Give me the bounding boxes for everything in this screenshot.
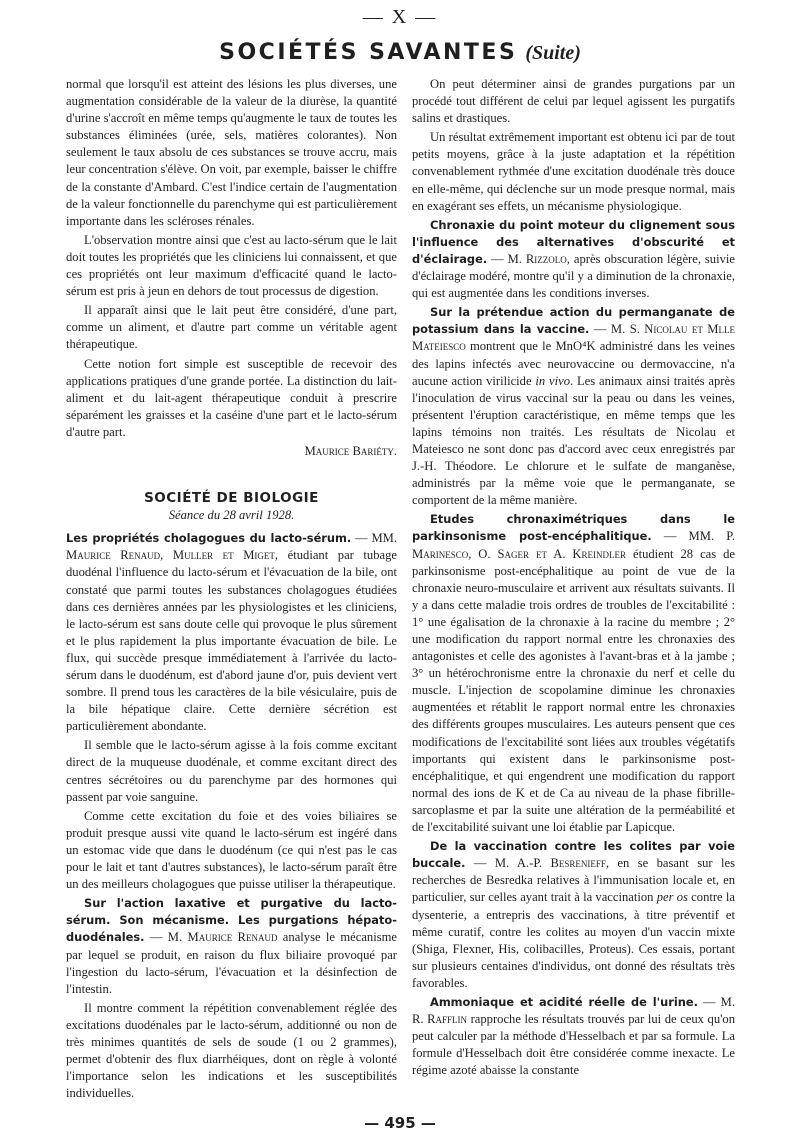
running-header (0, 40, 800, 65)
article-authors: — M. Rizzolo, (491, 251, 570, 266)
article-permanganate (412, 304, 735, 509)
author-signature: Maurice Bariéty. (304, 443, 397, 458)
article-text: après obscuration légère, suivie d'éclairage modéré, montre qu'il y a diminution de la chronaxie, qui est augmentée dans les conditions inverses. (412, 251, 735, 301)
paragraph: Cette notion fort simple est susceptible de recevoir des applications pratiques d'une grande portée. La distinction du lait-aliment et du lait-agent thérapeutique conduit à prescrire séparément les graisses et la caséine d'une part et le lacto-sérum d'autre part. (66, 356, 397, 439)
paragraph: Un résultat extrêmement important est obtenu ici par de tout petits moyens, grâce à la juste adaptation et la répétition convenablement rythmée d'une excitation duodénale très douce en elle-même, qui déclenche sur un mode presque normal, mais en exagérant ses effets, un mécanisme physiologique. (412, 130, 735, 213)
article-title: Les propriétés cholagogues du lacto-sérum. (66, 531, 352, 546)
article-title: De la vaccination contre les colites par voie buccale. (412, 839, 735, 871)
paragraph: L'observation montre ainsi que c'est au lacto-sérum que le lait doit toutes les propriétés que les cliniciens lui connaissent, et que ces propriétés ont leur maximum d'efficacité quand le lacto-sérum est pris à jeun en dehors de tout processus de digestion. (66, 232, 397, 299)
article-text: . Les animaux ainsi traités après l'inoculation de virus vaccinal sur la peau ou dans les veines, présentent l'éruption caractéristique, en même temps que les lapins témoins non traités. Les résultats de Nicolau et Mateiesco ne sont donc pas d'accord avec ceux enregistrés par J.-H. Théodore. Le chlorure et le sulfate de manganèse, administrés par la même voie que le permanganate, se comportent de la même manière. (412, 373, 735, 508)
paragraph: normal que lorsqu'il est atteint des lésions les plus diverses, une augmentation considérable de la valeur de la diurèse, la quantité d'urine s'accroît en même temps qu'augmente le taux de toutes les substances éliminées (urée, sels, matières colorantes). Non seulement le taux absolu de ces substances se trouve accru, mais leur concentration s'élève. On voit, par exemple, baisser le chiffre de la constante d'Ambard. C'est l'indice certain de l'augmentation de la valeur fonctionnelle du parenchyme qui est particulièrement importante dans les scléroses rénales. (66, 77, 397, 228)
section-title: SOCIÉTÉ DE BIOLOGIE (144, 490, 319, 507)
article-text: rapproche les résultats trouvés par lui de ceux qu'on peut calculer par la méthode d'Hesselbach et par sa formule. La formule d'Hesselbach doit être considérée comme inexacte. Le régime azoté abaisse la constante (412, 1012, 735, 1078)
article-text: montrent que le MnO⁴K administré dans les veines des lapins infectés avec neurovaccine ou dermovaccine, n'a aucune action virilicide (412, 339, 735, 388)
article-authors: — M. S. Nicolau et Mlle Mateiesco (412, 322, 735, 354)
article-authors: — MM. Maurice Renaud, Muller et Miget, (66, 531, 397, 563)
article-authors: — M. Maurice Renaud (149, 930, 278, 945)
article-ammoniaque (412, 994, 735, 1079)
article-parkinsonisme (412, 511, 735, 836)
article-text: étudiant par tubage duodénal l'influence du lacto-sérum et l'évacuation de la bile, ont constaté que parmi toutes les substances cholagogues étudiées dans ces dernières années par les physiologistes et les cliniciens, le lacto-sérum est sans doute celle qui provoque le plus sûrement et le plus rapidement la plus importante évacuation de bile. Le flux, qui succède presque immédiatement à l'arrivée du lacto-sérum dans le duodénum, est d'abord jaune d'or, puis devient vert sombre. Il prend tous les caractères de la bile vésiculaire, puis de la bile hépatique claire. Cette dernière sécrétion est particulièrement abondante. (66, 548, 397, 734)
header-title: SOCIÉTÉS SAVANTES (219, 40, 518, 65)
left-column (66, 76, 397, 1101)
article-title: Chronaxie du point moteur du clignement sous l'influence des alternatives d'obscurité et d'éclairage. (412, 217, 735, 266)
article-italic-term: per os (656, 890, 688, 905)
article-authors: — M. A.-P. Besrenieff, (473, 856, 610, 871)
article-text: analyse le mécanisme par lequel se produit, en raison du flux biliaire provoqué par l'ingestion du lacto-sérum, l'évacuation et la désinfection de l'intestin. (66, 930, 397, 996)
article-authors: — M. R. Rafflin (412, 994, 735, 1027)
paragraph: Il semble que le lacto-sérum agisse à la fois comme excitant direct de la muqueuse duodénale, et comme excitant direct des centres sécrétoires ou du parenchyme par des hormones qui passent par voie sanguine. (66, 738, 397, 804)
paragraph: Il montre comment la répétition convenablement réglée des excitations duodénales par le lacto-sérum, additionné ou non de très minimes quantités de sels de soude (1 ou 2 grammes), permet d'obtenir des flux diarrhéiques, dont on règle à volonté l'importance selon les indications et les susceptibilités individuelles. (66, 1000, 397, 1101)
article-italic-term: in vivo (535, 373, 570, 388)
article-title: Ammoniaque et acidité réelle de l'urine. (430, 994, 698, 1009)
article-title: Sur la prétendue action du permanganate de potassium dans la vaccine. (412, 305, 735, 337)
section-date: Séance du 28 avril 1928. (168, 508, 295, 523)
article-chronaxie (412, 217, 735, 302)
article-vaccination (412, 838, 735, 992)
article-authors: — MM. P. Marinesco, O. Sager et A. Kreindler (412, 529, 735, 561)
article-title: Etudes chronaximétriques dans le parkinsonisme post-encéphalitique. (412, 512, 735, 544)
right-column (412, 76, 735, 1092)
article-text: étudient 28 cas de parkinsonisme post-encéphalitique au point de vue de la chronaxie neuro-musculaire et arrivent aux résultats suivants. Il y a dans cette maladie trois ordres de troubles de l'excitabilité : 1° une égalisation de la chronaxie à la racine du membre ; 2° une modification du rapport normal entre les chronaxies des antagonistes et celle des agonistes à l'avant-bras et à la jambe ; 3° un hétérochronisme entre la chronaxie du nerf et celle du muscle. L'injection de scopolamine diminue les chronaxies augmentées et rétablit le rapport normal entre les chronaxies des différents groupes musculaires. Les auteurs pensent que ces modifications de l'excitabilité sont liées aux troubles végétatifs importants qui existent dans le parkinsonisme post-encéphalitique, et qui engendrent une modification du rapport normal des ions de K et de Ca au niveau de la phase fibrille-sarcoplasme et par la suite une altération de la perméabilité et de l'excitabilité suivant une loi établie par Lapicque. (412, 546, 735, 835)
article-text: contre la dysenterie, a entrepris des vaccinations, à titre préventif et même curatif, contre les colites au moyen d'un vaccin mixte (Shiga, Flexner, His, colibacilles, Proteus). Ces essais, portant sur plusieurs centaines d'individus, ont donné des résultats très favorables. (412, 890, 735, 990)
article-text: en se basant sur les recherches de Besredka relatives à l'immunisation locale et, en particulier, sur celles ayant trait à la vaccination (412, 856, 735, 905)
article-title: Sur l'action laxative et purgative du lacto-sérum. Son mécanisme. Les purgations hépato-duodénales. (66, 896, 397, 945)
paragraph: Comme cette excitation du foie et des voies biliaires se produit presque aussi vite quand le lacto-sérum est ingéré dans un estomac vide que dans le duodénum (ce qui n'est pas le cas pour le lait et tant d'autres substances), le lacto-sérum paraît être un des meilleurs cholagogues que puisse utiliser la thérapeutique. (66, 808, 397, 892)
paragraph: On peut déterminer ainsi de grandes purgations par un procédé tout différent de celui par lequel agissent les purgatifs salins et drastiques. (412, 77, 735, 126)
header-title-suffix: (Suite) (525, 42, 581, 64)
roman-page-number: — X — (362, 6, 438, 28)
paragraph: Il apparaît ainsi que le lait peut être considéré, d'une part, comme un aliment, et d'autre part comme un véritable agent thérapeutique. (66, 303, 397, 352)
page-number: — 495 — (364, 1114, 436, 1132)
article-cholagogues (66, 530, 397, 735)
article-laxative (66, 895, 397, 998)
